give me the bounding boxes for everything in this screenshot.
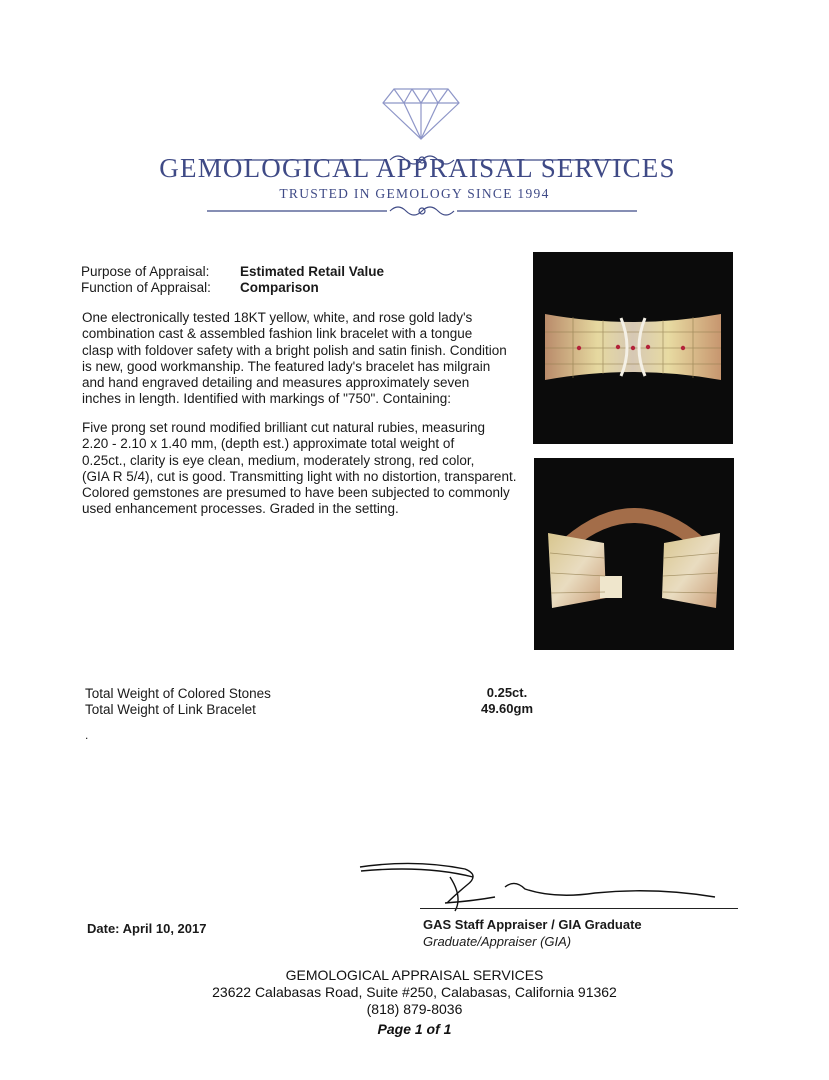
function-label: Function of Appraisal:	[81, 280, 211, 295]
function-row	[81, 280, 319, 296]
purpose-row	[81, 264, 384, 280]
description-line: inches in length. Identified with markings of "750". Containing:	[82, 391, 452, 407]
ornament-divider-bottom	[207, 202, 637, 220]
appraiser-subtitle: Graduate/Appraiser (GIA)	[423, 934, 572, 949]
description-line: and hand engraved detailing and measures approximately seven	[82, 375, 470, 391]
description-line: clasp with foldover safety with a bright polish and satin finish. Condition	[82, 342, 507, 358]
appraiser-signature	[355, 857, 745, 915]
footer-company: GEMOLOGICAL APPRAISAL SERVICES	[285, 967, 544, 983]
signature-line	[420, 908, 738, 909]
function-value: Comparison	[240, 280, 319, 295]
bracelet-weight-label: Total Weight of Link Bracelet	[85, 702, 256, 717]
appraiser-title: GAS Staff Appraiser / GIA Graduate	[423, 917, 642, 932]
stone-description	[82, 420, 527, 518]
description-line: combination cast & assembled fashion link bracelet with a tongue	[82, 326, 473, 342]
purpose-label: Purpose of Appraisal:	[81, 264, 210, 279]
item-description	[82, 310, 527, 408]
brand-tagline: TRUSTED IN GEMOLOGY SINCE 1994	[279, 186, 550, 201]
appraisal-date: Date: April 10, 2017	[87, 921, 207, 936]
stones-weight-value: 0.25ct.	[486, 685, 528, 700]
bracelet-photo-bottom	[534, 458, 734, 650]
brand-name: GEMOLOGICAL APPRAISAL SERVICES	[159, 153, 676, 183]
stone-line: Colored gemstones are presumed to have been subjected to commonly	[82, 485, 510, 501]
footer-address: 23622 Calabasas Road, Suite #250, Calabasas, California 91362	[212, 984, 617, 1000]
trailing-mark: .	[85, 728, 89, 742]
stone-line: 2.20 - 2.10 x 1.40 mm, (depth est.) approximate total weight of	[82, 436, 455, 452]
bracelet-photo-top	[533, 252, 733, 444]
stone-line: used enhancement processes. Graded in the setting.	[82, 501, 399, 517]
stones-weight-label: Total Weight of Colored Stones	[85, 686, 271, 701]
stone-line: Five prong set round modified brilliant cut natural rubies, measuring	[82, 420, 485, 435]
purpose-value: Estimated Retail Value	[240, 264, 385, 279]
diamond-icon	[382, 88, 460, 140]
page-number: Page 1 of 1	[377, 1021, 452, 1037]
bracelet-weight-value: 49.60gm	[480, 701, 534, 716]
stone-line: (GIA R 5/4), cut is good. Transmitting light with no distortion, transparent.	[82, 468, 517, 484]
stone-line: 0.25ct., clarity is eye clean, medium, moderately strong, red color,	[82, 452, 475, 468]
description-line: is new, good workmanship. The featured lady's bracelet has milgrain	[82, 358, 491, 374]
footer-phone: (818) 879-8036	[366, 1001, 463, 1017]
description-line: One electronically tested 18KT yellow, white, and rose gold lady's	[82, 310, 473, 325]
